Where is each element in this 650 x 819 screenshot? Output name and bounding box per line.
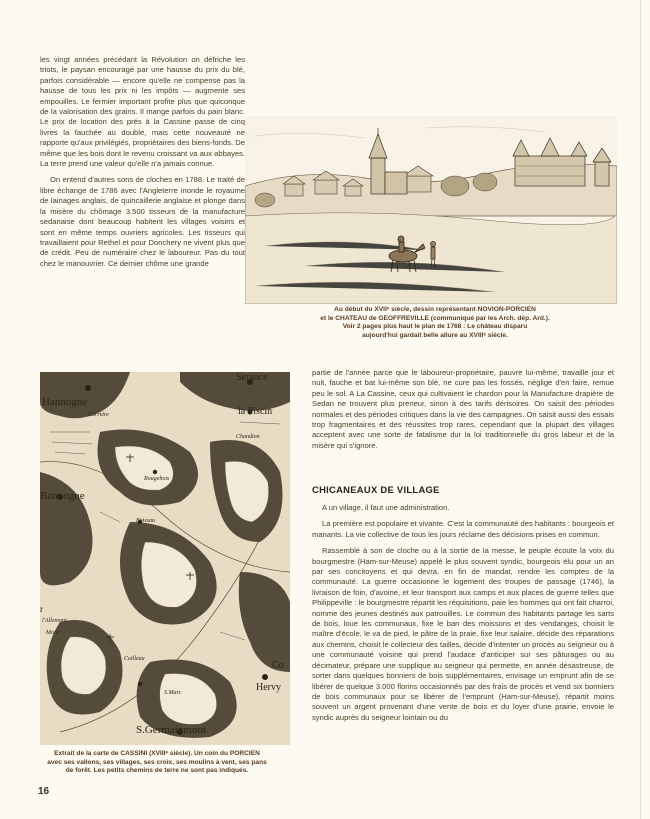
map-label-germainmont: S.Germainmont — [136, 724, 206, 736]
map-label-co: Co — [272, 660, 284, 671]
sketch-caption-line-4: aujourd'hui gardait belle allure au XVIIIᵉ siècle. — [362, 331, 508, 339]
section-heading: CHICANEAUX DE VILLAGE — [312, 484, 440, 495]
right-top-paragraph: partie de l'année parce que le laboureur-propriétaire, pauvre lui-même, travaille jour et nuit, fauche et bat lui-même son blé, ne cure pas les fossés, néglige d'en faire, remue peu le sol. A La Cassine, ceux qui cultivaient le chardon pour la Manufacture drapière de Sedan ne trouvent plus preneur, sinon à des tarifs dérisoires. On saisit des périodes normales et des périodes critiques dans la vie des campagnes. On saisit aussi des essais trop fragmentaires et des réussites trop rares, cependant que la plupart des villages acceptent avec une sorte de fatalisme dur la loi traditionnelle du gros labeur et de la misère qui s'ignore. — [312, 368, 614, 450]
right-column-top-text — [312, 368, 614, 457]
map-label-carriere: Carrière — [88, 412, 109, 418]
map-label-serance: Serance — [236, 372, 268, 383]
map-label-mont: Mont — [46, 630, 59, 636]
right-paragraph-2: La première est populaire et vivante. C'est la communauté des habitants : bourgeois et manants. La vie collective de tous les jours réclame des décisions prises en commun. — [312, 519, 614, 539]
sketch-caption — [255, 306, 615, 340]
left-paragraph-1: les vingt années précédant la Révolution on défriche les triots, le paysan encouragé par une hausse du prix du blé, parfois considérable — encore qu'elle ne compense pas la hausse de tous les prix ni les impôts — augmente ses empouilles. Le fermier important profite plus que quiconque de la valorisation des grains. Il mange parfois du pain blanc. Le prix de location des prés à la Cassine passe de cinq livres la fauchée au double, mais cette nouveauté ne rapporte qu'aux privilégiés, propriétaires des biens-fonds. De même que les bois dont le revenu croissant va aux abbayes. La terre prend une valeur qu'elle n'a jamais connue. — [40, 55, 245, 169]
map-label-s-marc: S.Marc — [164, 690, 182, 696]
map-label-bannogne: Bannogne — [40, 490, 85, 502]
map-caption-line-2: avec ses vallons, ses villages, ses croix, ses moulins à vent, ses pans — [47, 758, 267, 766]
right-paragraph-3: Rassemblé à son de cloche ou à la sortie de la messe, le peuple écoute la voix du bourgmestre (Ham-sur-Meuse) appelé le plus souvent syndic, bourgeois élu pour un an par ses concitoyens et qui devra, en fin de mandat, rendre les comptes de la communauté. La guerre occasionne le logement des troupes de passage (1746), la livraison de foin, d'avoine, et leur transport aux camps et aux places de guerre telles que Philippeville : le bourgmestre répartit les réquisitions, paie les hommes qui ont fait charroi, nomme des jeunes destinés aux patrouilles. Le commun des habitants partage les sarts de bois, loue les communaux, fixe le ban des moissons et des vendanges, choisit le maître d'école, le va de pied, le pâtre de la praie, fixe leur salaire, décide des réparations aux chemins, choisit le collecteur des tailles, décide d'intenter un procès au seigneur ou à une communauté voisine qui prend l'audace d'anticiper sur ses pâturages ou au décimateur, prépare une supplique au seigneur qui permette, en année désastreuse, de sorter dans quelques bonniers de bois supplémentaires, envisage un emprunt afin de se libérer de quelque 3.000 florins occasionnés par des frais de procès et vend six bonniers de bois communaux pour se libérer de l'emprunt (Ham-sur-Meuse), répartit moins souvent un argent provenant d'une vente de bois et du loyer d'une prairie, envoie le syndic auprès du seigneur lointain ou du — [312, 546, 614, 722]
page-edge-rule — [640, 0, 641, 819]
map-caption-line-1: Extrait de la carte de CASSINI (XVIIIᵉ siècle). Un coin du PORCIEN — [54, 750, 260, 757]
map-label-chandion: Chandion — [236, 434, 260, 440]
right-paragraph-1: A un village, il faut une administration. — [322, 503, 450, 512]
map-label-cailleau: Cailleau — [124, 656, 145, 662]
left-paragraph-2: On entend d'autres sons de cloches en 1788. Le traité de libre échange de 1786 avec l'Angleterre inonde le royaume de lainages anglais, de quincaillerie anglaise et plonge dans la misère du chômage 3.500 tisseurs de la manufacture sedanaise dont beaucoup habitent les villages voisins et sont en même temps ouvriers agricoles. Les tisseurs qui travaillaient pour Rethel et pour Donchery ne vivent plus que de crédit. Peu de numéraire chez le laboureur. Pas du tout chez le manouvrier. Ce dernier chôme une grande — [40, 175, 245, 268]
map-label-rougebois: Rougebois — [144, 476, 170, 482]
sketch-caption-line-3: Voir 2 pages plus haut le plan de 1768 : Le château disparu — [342, 323, 528, 331]
novion-porcien-sketch — [245, 116, 617, 304]
left-column-text — [40, 55, 245, 275]
map-label-r: r — [40, 604, 43, 614]
cassini-map — [40, 372, 290, 745]
sketch-caption-line-1: Au début du XVIIᵉ siècle, dessin représentant NOVION-PORCIEN — [334, 306, 536, 313]
page-number: 16 — [38, 786, 50, 797]
map-label-boissau: Boissau — [136, 518, 156, 524]
sketch-caption-line-2: et le CHATEAU de GEOFFREVILLE (communiqué par les Arch. dép. Ard.). — [320, 314, 550, 322]
map-label-hervy: Hervy — [256, 682, 281, 693]
right-column-bottom-text — [312, 503, 614, 729]
map-caption — [36, 750, 278, 776]
map-label-allemont: l'Allemont — [42, 618, 67, 624]
sketch-drawing — [245, 116, 617, 304]
map-caption-line-3: de forêt. Les petits chemins de terre ne sont pas indiqués. — [65, 767, 249, 775]
map-label-la-piscine: la Piscin — [238, 406, 273, 417]
map-label-hannogne: Hannogne — [42, 396, 88, 408]
